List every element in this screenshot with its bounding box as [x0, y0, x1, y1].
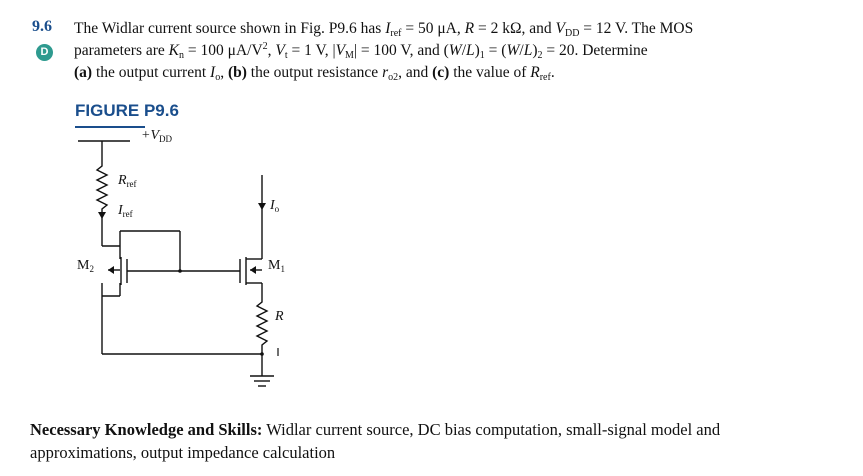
problem-text: 20. Determine: [558, 42, 648, 59]
part-a-label: (a): [74, 64, 93, 81]
io-arrow: [258, 203, 266, 210]
problem-text: 100 V, and: [373, 42, 444, 59]
design-badge: D: [36, 44, 53, 61]
m2-arrow-head: [108, 266, 114, 274]
m1-label: $M_1$: [268, 258, 285, 274]
problem-text: 1 V,: [304, 42, 333, 59]
problem-text: 50 μA,: [417, 20, 465, 37]
vdd-label: $+V_{DD}$: [141, 128, 172, 144]
figure-title: FIGURE P9.6: [75, 101, 179, 120]
io-label: $I_o$: [270, 198, 280, 214]
problem-statement: The Widlar current source shown in Fig. P9.6 has $I_{ref} = 50$ μA, R = 2 kΩ, and $V_{DD} = 12$ V. The MOS parameters are $K_n = 100$ $\mu A/V^2$, $V_t = 1$ V, $|V_M| = 100$ V, and $(W/L)_1 = (W/L)_2 = 20$. Determine (a) the output current $I_o$, (b) the output resistance $r_{o2}$, and (c) the value of $R_{ref}$.: [74, 20, 694, 83]
knowledge-heading: Necessary Knowledge and Skills:: [30, 420, 263, 439]
part-b-label: (b): [227, 64, 247, 81]
problem-text: 12 V. The MOS: [595, 20, 694, 37]
m1-arrow-head: [250, 266, 256, 274]
ground-node: [260, 352, 264, 356]
problem-text: parameters are: [74, 42, 169, 59]
problem-number: 9.6: [32, 18, 52, 35]
gate-node: [178, 269, 182, 273]
r-label: R: [275, 309, 284, 324]
part-c-label: (c): [432, 64, 450, 81]
iref-arrow: [98, 212, 106, 219]
problem-text: 100 μA/V: [200, 42, 263, 59]
problem-text: the value of: [449, 64, 531, 81]
knowledge-text: Widlar current source, DC bias computation, small-signal model and approximations, output impedance calculation: [30, 420, 721, 462]
problem-text: 2 kΩ, and: [490, 20, 556, 37]
problem-text: The Widlar current source shown in Fig. P9.6 has: [74, 20, 386, 37]
rref-label: $R_{ref}$: [118, 173, 137, 189]
problem-text: the output resistance: [246, 64, 383, 81]
rref-resistor: [97, 160, 107, 246]
knowledge-section: [30, 418, 830, 464]
iref-label: $I_{ref}$: [118, 203, 133, 219]
r-resistor: [257, 296, 267, 376]
problem-text: and: [405, 64, 433, 81]
problem-text: the output current: [92, 64, 211, 81]
m2-label: $M_2$: [77, 258, 94, 274]
